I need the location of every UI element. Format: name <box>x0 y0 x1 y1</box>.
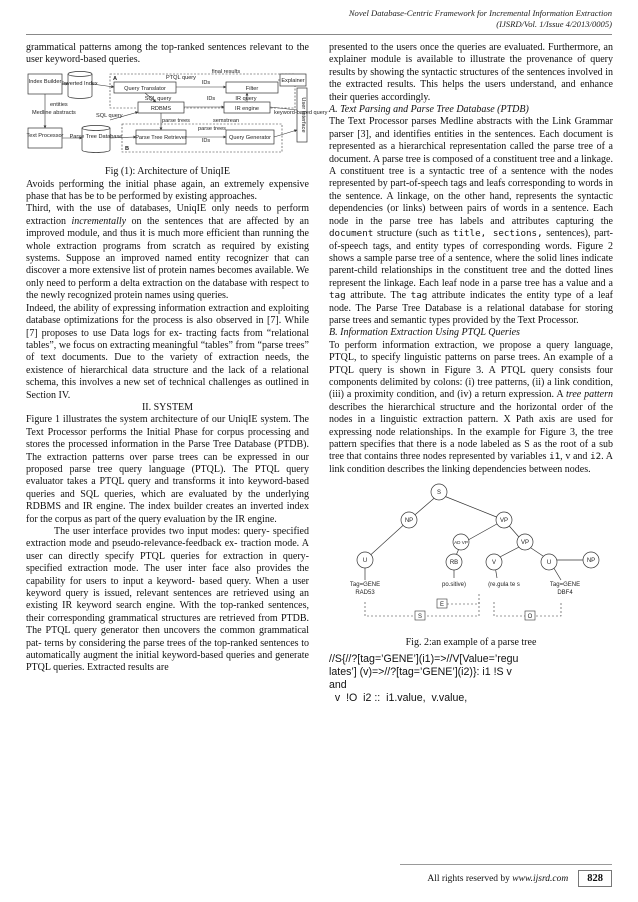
right-column <box>329 42 613 705</box>
paragraph: To perform information extraction, we propose a query language, PTQL, to specify linguistic patterns on parse trees. An example of a PTQL query is shown in Figure 3. A PTQL query consists four components delimited by colons: (i) tree patterns, (ii) a link condition, (iii) a proximity condition, and (iv) a return expression. A tree pattern describes the hierarchical structure and the horizontal order of the nodes in a linguistic extraction pattern. X Path axis are used for expressing node relationships. In the example for Figure 3, the tree pattern specifies that there is a node labeled as S as the root of a sub tree that contains three nodes represented by variables i1, v and i2. A link condition describes the linking dependencies between nodes. <box>329 339 614 475</box>
section-heading: II. SYSTEM <box>141 401 194 413</box>
figure-2-caption: Fig. 2:an example of a parse tree <box>405 636 537 648</box>
left-column <box>26 42 328 675</box>
node-np-2: NP <box>586 558 596 565</box>
label-ir-engine: IR engine <box>235 105 259 112</box>
paragraph: Figure 1 illustrates the system architecture of our UniqIE system. The Text Processor performs the Initial Phase for corpus processing and stores the processed information in the Parse Tree Database (PTDB). The extraction patterns over parse trees can be expressed in our proposed parse tree query language (PTQL). The PTQL query evaluator takes a PTQL query and transforms it into keyword-based queries and SQL queries, which are evaluated by the underlying RDBMS and IR engine. The index builder creates an inverted index for the corpus as part of the query evaluation by the IR engine. <box>26 414 309 525</box>
node-v: V <box>491 560 497 567</box>
paragraph: Avoids performing the initial phase again, an extremely expensive phase that has be to be performed by existing approaches. <box>26 178 309 203</box>
node-advp: AD VP <box>454 540 468 546</box>
ptql-query-example <box>329 653 613 705</box>
leaf-dbf4: DBF4 <box>557 590 573 597</box>
node-vp-2: VP <box>520 540 530 547</box>
page-footer <box>427 870 612 887</box>
label-semstrean: semstrean <box>212 117 240 124</box>
leaf-rad53: RAD53 <box>355 590 375 597</box>
label-ids-1: IDs <box>201 79 211 86</box>
page-number: 828 <box>578 870 612 887</box>
label-filter: Filter <box>245 85 259 92</box>
label-parse-trees-2: parse trees <box>198 125 226 132</box>
figure-1-caption: Fig (1): Architecture of UniqIE <box>105 166 230 178</box>
label-explainer: Explainer <box>281 77 305 84</box>
header-rule <box>26 34 612 35</box>
label-ids-3: IDs <box>201 137 211 144</box>
leaf-regulates: (re.gula te s <box>488 582 520 589</box>
label-parse-tree-retriever: Parse Tree Retriever <box>135 134 187 141</box>
figure-1 <box>26 68 328 179</box>
query-line: v !O i2 :: i1.value, v.value, <box>329 692 468 705</box>
figure-2 <box>329 482 613 649</box>
leaf-positive: po.sitive) <box>441 582 467 589</box>
label-final-results: final results <box>211 68 241 75</box>
label-b: B <box>125 145 130 152</box>
parse-tree-diagram <box>329 482 613 632</box>
subsection-heading: B. Information Extraction Using PTQL Queries <box>329 327 520 339</box>
paragraph: The Text Processor parses Medline abstracts with the Link Grammar parser [3], and identifies entities in the sentences. Each document is represented as a hierarchical representation called the parse tree of a document. A parse tree is composed of a constituent tree and a linkage. A constituent tree is a syntactic tree of a sentence with the nodes represented by part-of-speech tags and leafs corresponding to words in the sentence. A linkage, on the other hand, represents the syntactic dependencies (or links) between pairs of words in a sentence. Each node in the parse tree has labels and attributes capturing the document structure (such as title, sections, sentences), part-of-speech tags, and entity types of corresponding words. Figure 2 shows a sample parse tree of a sentence, where the solid lines indicate parent-child relationships in the constituent tree and the dotted lines represent the linkage. Each leaf node in a parse tree has a value and a tag attribute. The tag attribute indicates the entity type of a leaf node. The Parse Tree Database is a relational database for storing parse trees and semantic types provided by the Text Processor. <box>329 116 614 326</box>
label-keyword-query: keyword-based query <box>274 109 328 116</box>
header-title: Novel Database-Centric Framework for Incremental Information Extraction <box>348 8 612 18</box>
link-o: O <box>527 614 533 621</box>
header-volume: (IJSRD/Vol. 1/Issue 4/2013/0005) <box>496 19 612 29</box>
label-index-builder: Index Builder <box>28 78 62 85</box>
architecture-diagram <box>26 68 328 162</box>
node-s: S <box>436 490 442 497</box>
node-u-1: U <box>362 558 368 565</box>
subsection-heading: A. Text Parsing and Parse Tree Database (PTDB) <box>329 104 529 116</box>
label-text-processor: Text Processor <box>26 132 64 139</box>
label-a: A <box>113 75 118 82</box>
label-sql-query-2: SQL query <box>96 112 123 119</box>
label-rdbms: RDBMS <box>150 105 172 112</box>
label-query-translator: Query Translator <box>124 85 166 92</box>
label-inverted-index: Inverted Index <box>62 80 98 87</box>
label-ir-query: IR query <box>235 95 257 102</box>
label-ptdb: Parse Tree Database <box>69 133 123 140</box>
label-user-interface: User Interface <box>300 97 306 133</box>
paragraph: The user interface provides two input modes: query- specified extraction mode and pseudo-relevance-feedback ex- traction mode. A user can directly specify PTQL queries for extraction in query-specified extraction mode. The user inter face also provides the capability for users to input a keyword- based query. When a user keyword query is issued, relevant sentences are retrieved using an existing IR keyword search engine. With the top-ranked sentences, their corresponding grammatical structures are retrieved from PTDB. The PTQL query generator then uncovers the common grammatical pat- terns by considering the parse trees of the top-ranked sentences to automatically augment the initial keyword-based queries and generate PTQL queries. Extracted results are <box>26 526 309 674</box>
node-u-2: U <box>546 560 552 567</box>
node-np: NP <box>404 518 414 525</box>
label-sql-query: SQL query <box>144 95 172 102</box>
query-line: and <box>329 679 347 692</box>
query-line: //S{//?[tag=’GENE’](i1)=>//V[Value=’regu <box>329 653 519 666</box>
label-query-generator: Query Generator <box>229 134 271 141</box>
paragraph: presented to the users once the queries are evaluated. Furthermore, an explainer module is available to illustrate the provenance of query results by showing the syntactic structures of the sentences involved in the extracted results. This helps the users understand, and enhance their queries accordingly. <box>329 42 613 103</box>
label-ids-2: IDs <box>206 95 216 102</box>
paragraph: grammatical patterns among the top-ranked sentences relevant to the user keyword-based queries. <box>26 42 309 66</box>
leaf-tag-gene-1: Tag=GENE <box>349 582 381 589</box>
node-rb: RB <box>449 560 459 567</box>
leaf-tag-gene-2: Tag=GENE <box>549 582 581 589</box>
paragraph: Third, with the use of databases, UniqIE only needs to perform extraction incrementally on the sentences that are affected by an improved module, and thus it is much more efficient than running the whole extraction programs from scratch as required by existing systems. Suppose an improved named entity recognizer that can discover a more extensive list of protein names becomes available. We only need to perform a delta extraction on the database with respect to the newly recognized protein names using queries. <box>26 203 309 302</box>
label-entities: entities <box>50 101 68 108</box>
footer-site-link[interactable]: www.ijsrd.com <box>512 873 569 884</box>
link-e: E <box>439 602 445 609</box>
running-header <box>349 8 612 30</box>
footer-text: All rights reserved by www.ijsrd.com <box>427 873 569 884</box>
node-vp: VP <box>499 518 509 525</box>
label-parse-trees: parse trees <box>162 117 190 124</box>
query-line: lates’] (v)=>//?[tag=’GENE’](i2)}: i1 !S v <box>329 666 512 679</box>
paragraph: Indeed, the ability of expressing information extraction and exploiting database optimizations for the process is also observed in [7]. While [7] proposes to use Data logs for ex- tracting facts from “relational tables”, we focus on extracting meaningful “tables” from “parse trees” of text documents. Due to the variety of extraction needs, the existence of hierarchical data structure and the lack of a relational schema, this involves a new set of technical challenges as outlined in Section IV. <box>26 302 309 401</box>
label-ptql-query: PTQL query <box>166 74 196 81</box>
label-medline-abstracts: Medline abstracts <box>32 109 76 116</box>
link-s: S <box>417 614 423 621</box>
footer-rule <box>400 864 612 865</box>
